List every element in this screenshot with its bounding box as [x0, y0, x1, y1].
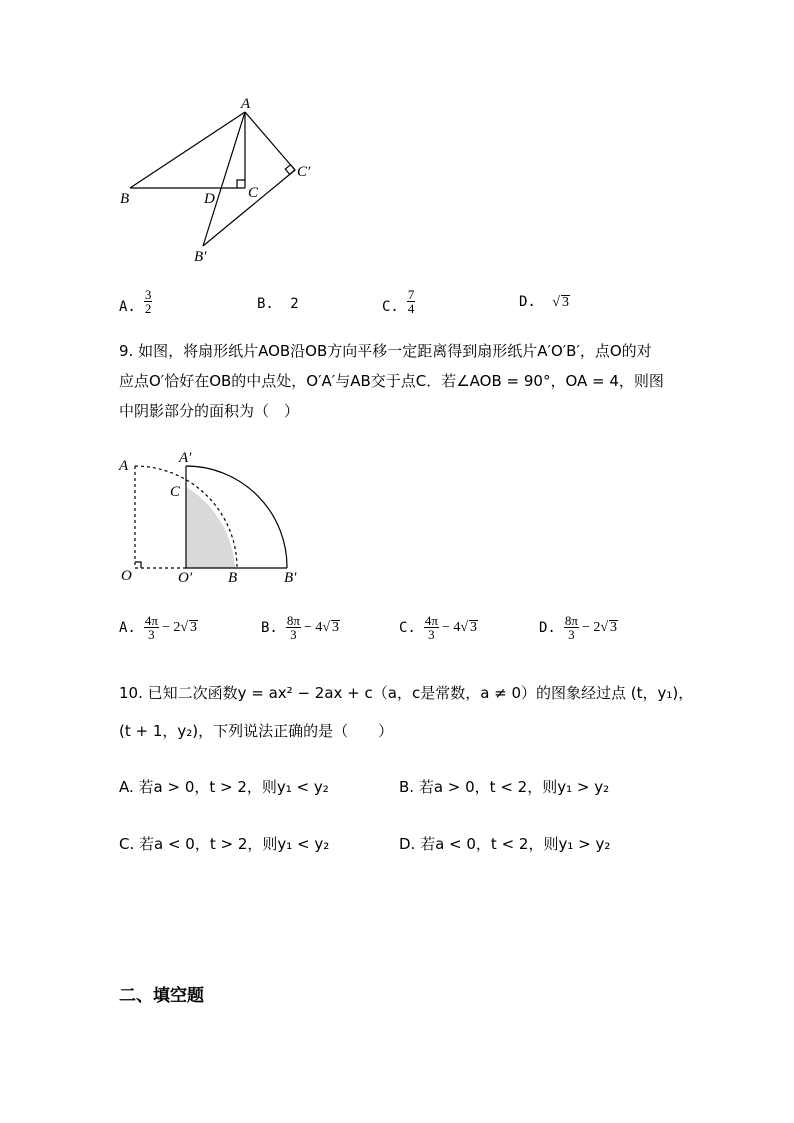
- q8-option-c-numerator: 7: [407, 287, 415, 302]
- q8-option-c-fraction: [407, 288, 416, 315]
- q9-option-b-numerator: 8π: [286, 613, 300, 628]
- q10-option-b: B. 若a > 0，t < 2，则y₁ > y₂: [399, 778, 610, 796]
- q9-option-d-minus-term: − 2: [581, 619, 601, 635]
- label-O: O: [121, 568, 132, 584]
- q9-option-a-denominator: 3: [148, 627, 155, 642]
- sector-figure-q9: [110, 445, 310, 590]
- q10-option-a: A. 若a > 0，t > 2，则y₁ < y₂: [119, 778, 329, 796]
- section-title: 二、填空题: [119, 986, 204, 1006]
- q9-option-b-radicand: 3: [332, 619, 340, 635]
- q9-option-b-denominator: 3: [290, 627, 297, 642]
- q9-option-c-denominator: 3: [428, 627, 435, 642]
- q9-option-c-letter: C.: [399, 619, 416, 636]
- label-D: D: [204, 191, 215, 207]
- q9-option-b-fraction: [286, 614, 301, 641]
- q9-option-d-denominator: 3: [568, 627, 575, 642]
- q8-option-c-denominator: 4: [407, 301, 415, 316]
- label-A: A: [119, 458, 129, 474]
- label-A: A: [241, 96, 251, 112]
- label-O-prime: O′: [178, 570, 193, 586]
- q10-option-c: C. 若a < 0，t > 2，则y₁ < y₂: [119, 835, 330, 853]
- q8-option-a-numerator: 3: [144, 287, 152, 302]
- q9-option-b-letter: B.: [261, 619, 278, 636]
- question-10: [119, 674, 699, 750]
- label-C-prime: C′: [297, 164, 311, 180]
- q8-option-a-denominator: 2: [144, 301, 152, 316]
- q9-option-a-radicand: 3: [190, 619, 198, 635]
- q8-option-a-fraction: [144, 288, 153, 315]
- q9-option-b: B. $\frac{8\pi}{3}$ − 4 √ 3: [261, 613, 340, 642]
- q9-option-c-fraction: [424, 614, 439, 641]
- question-9-line-1: 9. 如图，将扇形纸片AOB沿OB方向平移一定距离得到扇形纸片A′O′B′，点O的对: [119, 342, 652, 360]
- label-B-prime: B′: [194, 249, 207, 265]
- q9-option-c-numerator: 4π: [424, 613, 438, 628]
- label-B: B: [228, 570, 238, 586]
- question-9: [119, 336, 679, 426]
- q9-option-a-numerator: 4π: [144, 613, 158, 628]
- q8-option-d-letter: D.: [519, 294, 536, 310]
- question-10-line-2: (t + 1，y₂)，下列说法正确的是（ ）: [119, 722, 394, 740]
- q9-option-d-radicand: 3: [610, 619, 618, 635]
- q8-option-c-letter: C.: [382, 299, 399, 315]
- q9-option-d-fraction: [564, 614, 579, 641]
- q9-option-b-minus-term: − 4: [303, 619, 323, 635]
- q8-option-b-value: 2: [290, 296, 299, 312]
- question-9-line-2: 应点O′恰好在OB的中点处，O′A′与AB交于点C．若∠AOB = 90°，OA = 4，则图: [119, 372, 664, 390]
- q8-option-d-radicand: 3: [561, 295, 569, 310]
- q9-option-c-minus-term: − 4: [441, 619, 461, 635]
- q9-option-d: D. $\frac{8\pi}{3}$ − 2 √ 3: [539, 613, 618, 642]
- q9-option-d-letter: D.: [539, 619, 556, 636]
- q8-option-b: [257, 296, 299, 312]
- q8-option-b-letter: B.: [257, 296, 274, 312]
- q8-option-a: [119, 288, 152, 315]
- q8-option-d: D. √ 3: [519, 294, 569, 310]
- label-C: C: [170, 484, 181, 500]
- q9-option-a: A. $\frac{4\pi}{3}$ − 2 √ 3: [119, 613, 198, 642]
- label-B: B: [120, 191, 130, 207]
- triangle-figure-q8: [110, 90, 330, 270]
- q9-option-a-letter: A.: [119, 619, 136, 636]
- label-B-prime: B′: [284, 570, 297, 586]
- q9-option-c-radicand: 3: [470, 619, 478, 635]
- label-C: C: [248, 185, 259, 201]
- label-A-prime: A′: [179, 450, 192, 466]
- q9-option-a-fraction: [144, 614, 159, 641]
- q9-option-c: C. $\frac{4\pi}{3}$ − 4 √ 3: [399, 613, 478, 642]
- q9-option-d-numerator: 8π: [564, 613, 578, 628]
- q9-option-a-minus-term: − 2: [161, 619, 181, 635]
- question-10-line-1: 10. 已知二次函数y = ax² − 2ax + c（a，c是常数，a ≠ 0）的图象经过点 (t，y₁)，: [119, 684, 694, 702]
- q8-option-a-letter: A.: [119, 299, 136, 315]
- q8-option-c: [382, 288, 415, 315]
- question-9-line-3: 中阴影部分的面积为（ ）: [119, 402, 300, 420]
- q10-option-d: D. 若a < 0，t < 2，则y₁ > y₂: [399, 835, 611, 853]
